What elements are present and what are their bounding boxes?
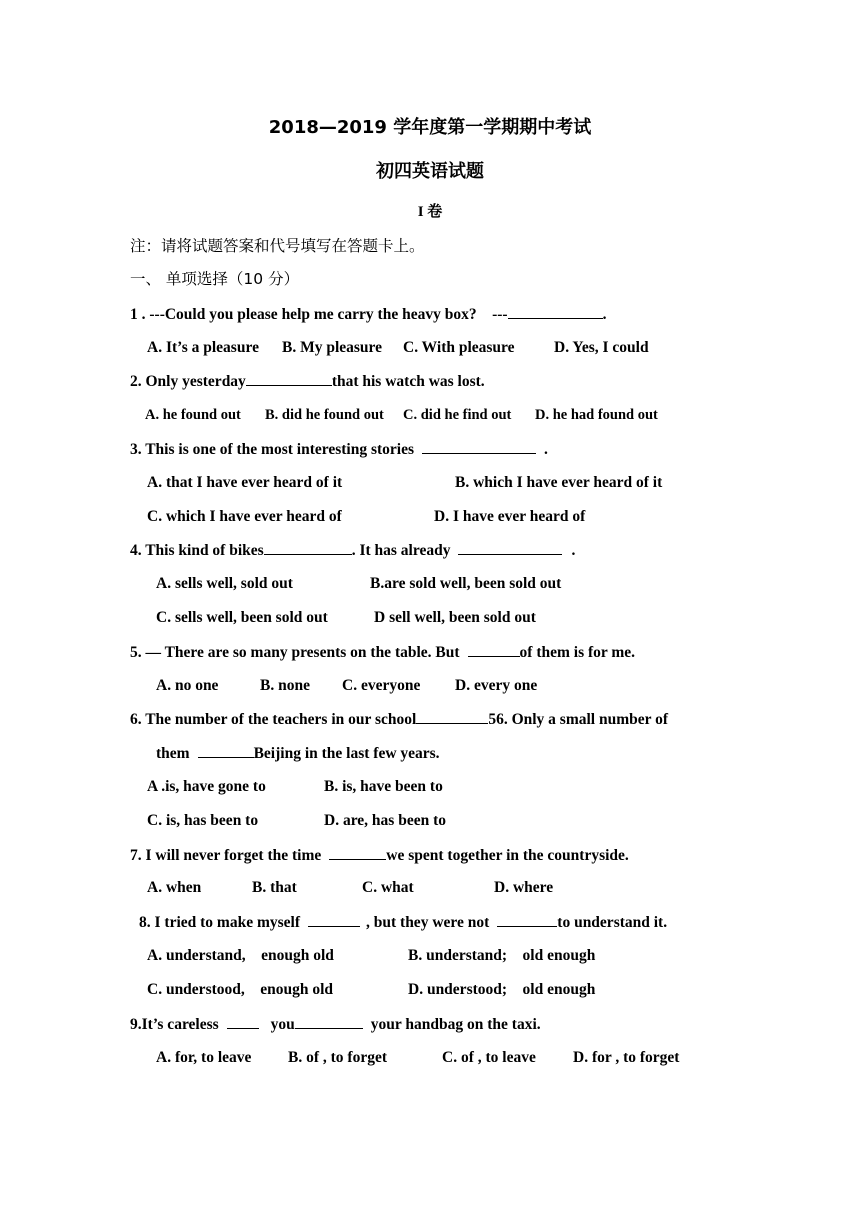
option-2c: C. did he find out [403, 407, 512, 423]
question-8-text: 8. I tried to make myself [139, 914, 300, 931]
option-9c: C. of , to leave [442, 1049, 536, 1066]
option-1b: B. My pleasure [282, 339, 383, 356]
question-9-you: you [270, 1016, 295, 1033]
answer-blank [264, 540, 352, 555]
question-2-text: 2. Only yesterday [130, 373, 246, 390]
section-heading: 一、 单项选择（10 分） [130, 270, 300, 288]
answer-blank [508, 304, 603, 319]
option-5c: C. everyone [342, 677, 421, 694]
option-3b: B. which I have ever heard of it [455, 474, 663, 491]
option-9d: D. for , to forget [573, 1049, 680, 1066]
option-2b: B. did he found out [265, 407, 384, 423]
option-2d: D. he had found out [535, 407, 658, 423]
question-1 [130, 304, 606, 325]
option-4c: C. sells well, been sold out [156, 609, 328, 626]
answer-blank [227, 1014, 259, 1029]
question-2 [130, 371, 485, 392]
answer-blank [329, 845, 386, 860]
question-4 [130, 540, 575, 561]
option-3c: C. which I have ever heard of [147, 508, 342, 525]
option-4a: A. sells well, sold out [156, 575, 293, 592]
question-7-end: we spent together in the countryside. [386, 847, 629, 864]
question-6-them: them [156, 745, 190, 762]
option-9a: A. for, to leave [156, 1049, 252, 1066]
option-6b: B. is, have been to [324, 778, 443, 795]
option-7a: A. when [147, 879, 202, 896]
question-2-end: that his watch was lost. [331, 373, 485, 390]
question-5-text: 5. — There are so many presents on the table. But [130, 644, 460, 661]
question-6-line2 [156, 743, 440, 764]
option-7c: C. what [362, 879, 414, 896]
answer-blank [416, 709, 488, 724]
option-5a: A. no one [156, 677, 219, 694]
question-1-end: . [602, 306, 607, 323]
option-9b: B. of , to forget [288, 1049, 387, 1066]
option-6d: D. are, has been to [324, 812, 446, 829]
option-5d: D. every one [455, 677, 538, 694]
option-8d: D. understood; old enough [408, 981, 596, 998]
question-7 [130, 845, 629, 866]
answer-blank [246, 371, 332, 386]
question-8-mid: , but they were not [366, 914, 490, 931]
question-3-text: 3. This is one of the most interesting stories [130, 441, 415, 458]
question-9-end: your handbag on the taxi. [370, 1016, 541, 1033]
question-7-text: 7. I will never forget the time [130, 847, 322, 864]
option-8b: B. understand; old enough [408, 947, 596, 964]
question-5-end: of them is for me. [519, 644, 636, 661]
option-6c: C. is, has been to [147, 812, 259, 829]
instruction-note: 注：请将试题答案和代号填写在答题卡上。 [130, 237, 425, 255]
answer-blank [295, 1014, 363, 1029]
option-1d: D. Yes, I could [554, 339, 649, 356]
question-5 [130, 642, 635, 663]
answer-blank [308, 912, 360, 927]
answer-blank [198, 743, 254, 758]
question-6-text: 6. The number of the teachers in our school [130, 711, 417, 728]
question-1-text: 1 . ---Could you please help me carry the heavy box? --- [130, 306, 508, 323]
option-3a: A. that I have ever heard of it [147, 474, 343, 491]
option-8c: C. understood, enough old [147, 981, 334, 998]
answer-blank [497, 912, 557, 927]
volume-label: I 卷 [417, 204, 443, 220]
option-7d: D. where [494, 879, 554, 896]
question-9 [130, 1014, 541, 1035]
option-4b: B.are sold well, been sold out [370, 575, 562, 592]
question-8 [139, 912, 667, 933]
question-3 [130, 439, 548, 460]
question-6-cont: 56. Only a small number of [488, 711, 669, 728]
option-4d: D sell well, been sold out [374, 609, 536, 626]
option-7b: B. that [252, 879, 297, 896]
option-3d: D. I have ever heard of [434, 508, 586, 525]
option-2a: A. he found out [145, 407, 241, 423]
exam-subtitle: 初四英语试题 [376, 161, 484, 182]
question-8-end: to understand it. [557, 914, 668, 931]
option-6a: A .is, have gone to [147, 778, 266, 795]
option-1c: C. With pleasure [403, 339, 515, 356]
exam-title: 2018—2019 学年度第一学期期中考试 [268, 117, 592, 138]
answer-blank [468, 642, 520, 657]
question-4-end: . [571, 542, 576, 559]
question-6-end: Beijing in the last few years. [253, 745, 440, 762]
option-1a: A. It’s a pleasure [147, 339, 259, 356]
option-5b: B. none [260, 677, 310, 694]
question-4-mid: . It has already [351, 542, 451, 559]
question-6 [130, 709, 668, 730]
question-9-text: 9.It’s careless [130, 1016, 219, 1033]
answer-blank [458, 540, 562, 555]
answer-blank [422, 439, 536, 454]
option-8a: A. understand, enough old [147, 947, 334, 964]
question-4-text: 4. This kind of bikes [130, 542, 264, 559]
question-3-end: . [544, 441, 548, 458]
